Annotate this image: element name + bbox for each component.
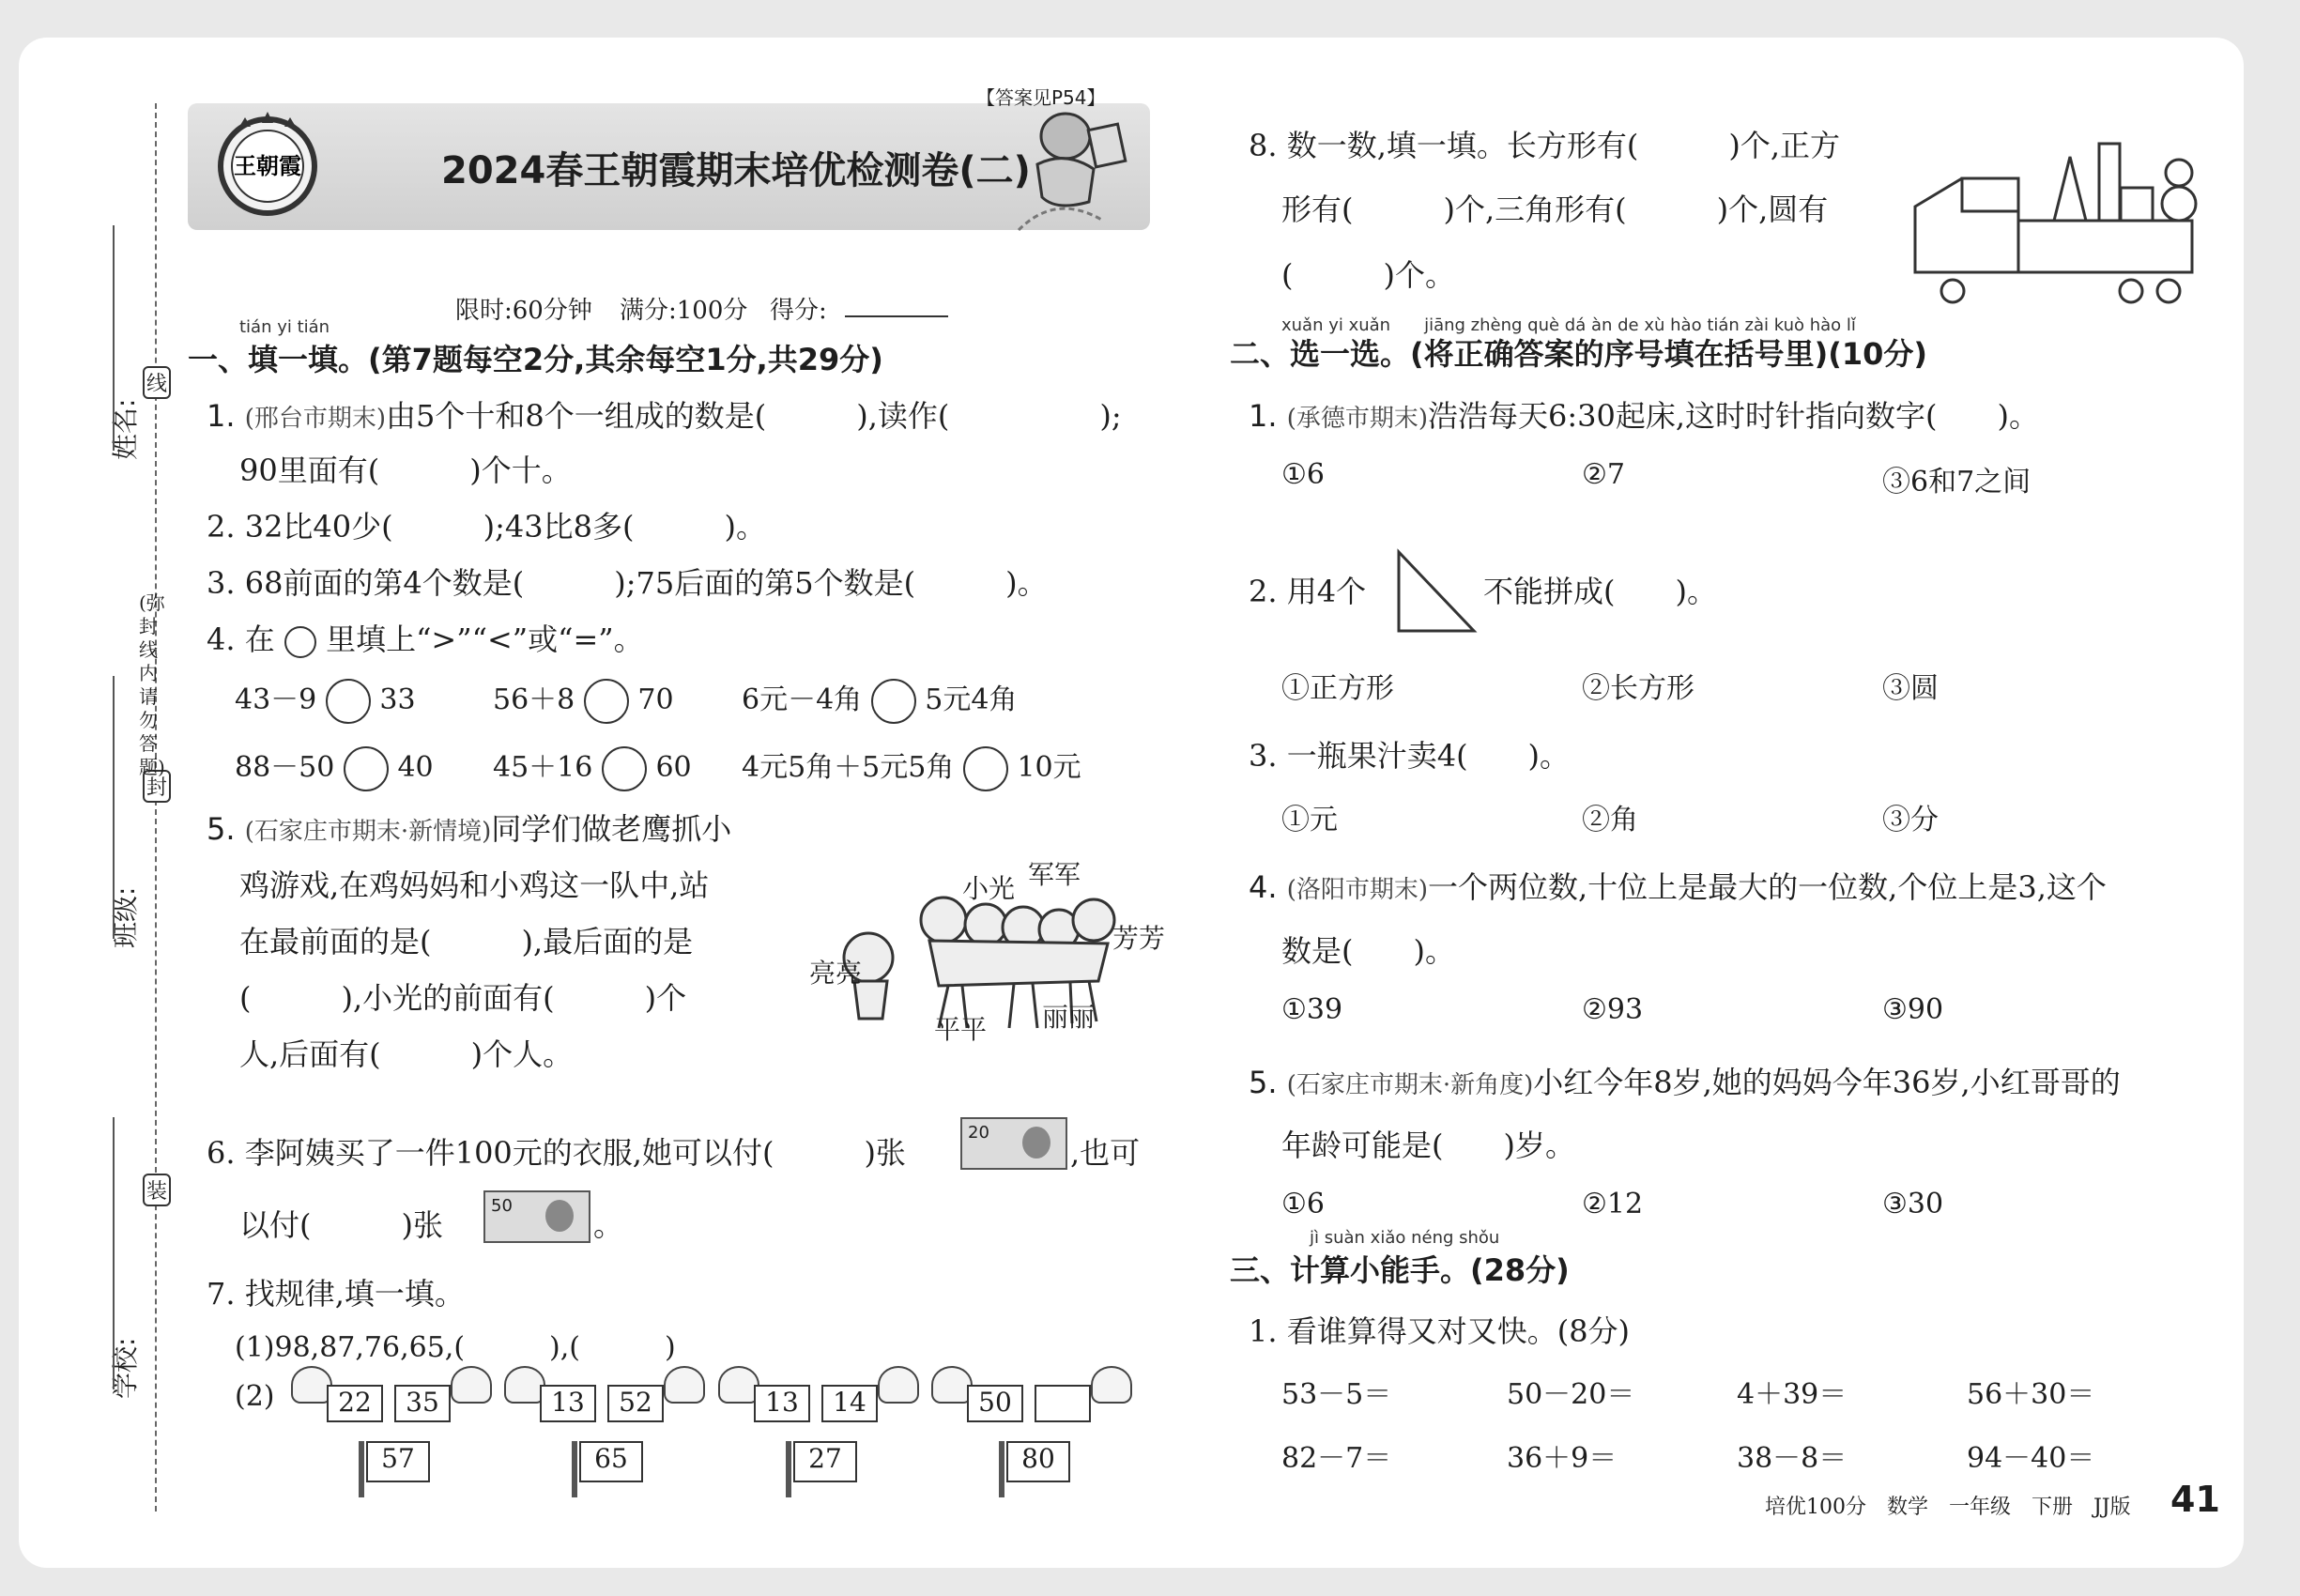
s2-q5-number: 5. (1249, 1065, 1287, 1100)
q1-line1 (207, 392, 1122, 436)
exam-title: 2024春王朝霞期末培优检测卷(二) (441, 149, 1031, 192)
option[interactable]: ③90 (1882, 993, 1944, 1026)
q7-text: 7. 找规律,填一填。 (207, 1276, 465, 1312)
s2-q4-source: (洛阳市期末) (1286, 876, 1428, 904)
shape-truck-figure (1913, 99, 2204, 315)
q6-line2: 以付( )张 (239, 1207, 443, 1243)
pattern-top-left: 50 (967, 1385, 1023, 1422)
calc-item: 53－5＝ (1281, 1378, 1392, 1411)
s2-q5-line1: 5. (石家庄市期末·新角度)小红今年8岁,她的妈妈今年36岁,小红哥哥的 (1249, 1065, 2121, 1100)
banknote-50-icon: 50 (483, 1190, 590, 1243)
exam-page (19, 38, 2244, 1568)
bird-icon (1091, 1366, 1132, 1404)
q4-instruction: 里填上“>”“<”或“=”。 (326, 622, 644, 657)
compare-circle[interactable] (344, 746, 389, 791)
pattern-bottom: 27 (793, 1441, 857, 1482)
fold-mark: 装 (143, 1174, 171, 1206)
name-tag-pingping: 平平 (934, 1014, 988, 1045)
pattern-group (931, 1366, 1138, 1507)
q7-part1: (1)98,87,76,65,( ),( ) (235, 1331, 676, 1364)
option[interactable]: ②长方形 (1582, 672, 1694, 705)
calc-item: 36＋9＝ (1507, 1442, 1618, 1475)
line-seal-mark: 线 (143, 366, 171, 399)
seal-warning: (弥封线内请勿答题) (139, 591, 165, 778)
q5-line1: 5. (石家庄市期末·新情境)同学们做老鹰抓小 (207, 811, 732, 847)
option[interactable]: ①39 (1281, 993, 1343, 1026)
binding-dashed-line (155, 103, 157, 1512)
s3-q1-text: 1. 看谁算得又对又快。(8分) (1249, 1313, 1631, 1349)
q1-line2: 90里面有( )个十。 (239, 453, 572, 488)
compare-circle[interactable] (584, 679, 629, 724)
brand-logo (211, 108, 324, 221)
section2-pinyin: xuǎn yi xuǎn jiāng zhèng què dá àn de xù hào tián zài kuò hào lǐ (1281, 315, 1856, 335)
name-tag-fangfang: 芳芳 (1112, 923, 1166, 954)
pattern-group (504, 1366, 711, 1507)
calc-item: 4＋39＝ (1737, 1378, 1848, 1411)
q7-part2-label: (2) (235, 1380, 275, 1413)
q5-line5: 人,后面有( )个人。 (239, 1036, 574, 1072)
pattern-top-left: 13 (540, 1385, 596, 1422)
score-label: 得分: (770, 297, 827, 325)
calc-item: 82－7＝ (1281, 1442, 1392, 1475)
q5-line4: ( ),小光的前面有( )个 (239, 980, 687, 1016)
option[interactable]: ③6和7之间 (1882, 466, 2032, 499)
calc-item: 94－40＝ (1967, 1442, 2095, 1475)
q6-line1-tail: ,也可 (1070, 1135, 1141, 1171)
q4-text (207, 616, 644, 659)
pattern-answer-blank[interactable] (1035, 1385, 1091, 1422)
section2-title: 二、选一选。(将正确答案的序号填在括号里)(10分) (1230, 336, 1928, 372)
q8-line1: 8. 数一数,填一填。长方形有( )个,正方 (1249, 128, 1841, 163)
time-limit: 限时:60分钟 (455, 297, 592, 325)
section3-pinyin: jì suàn xiǎo néng shǒu (1310, 1228, 1500, 1248)
option[interactable]: ①6 (1281, 1188, 1325, 1220)
s2-q1-source: (承德市期末) (1286, 405, 1428, 433)
pattern-top-left: 13 (754, 1385, 810, 1422)
s2-q4-line1: 4. (洛阳市期末)一个两位数,十位上是最大的一位数,个位上是3,这个 (1249, 869, 2107, 905)
q3-text: 3. 68前面的第4个数是( );75后面的第5个数是( )。 (207, 565, 1048, 601)
pattern-top-left: 22 (327, 1385, 383, 1422)
name-label: 姓名: (110, 398, 141, 460)
name-tag-junjun: 军军 (1028, 859, 1081, 890)
compare-circle-sample (284, 626, 316, 658)
name-tag-lili: 丽丽 (1042, 1002, 1096, 1033)
footer-series: 培优100分 数学 一年级 下册 JJ版 (1765, 1496, 2131, 1519)
option[interactable]: ②12 (1582, 1188, 1644, 1220)
s2-q4-line2: 数是( )。 (1281, 933, 1455, 969)
compare-circle[interactable] (871, 679, 916, 724)
compare-circle[interactable] (602, 746, 647, 791)
option[interactable]: ①正方形 (1281, 672, 1394, 705)
compare-item: 88－50 40 (235, 744, 434, 791)
pattern-bottom: 80 (1006, 1441, 1070, 1482)
name-tag-liangliang: 亮亮 (809, 958, 863, 989)
pattern-top-right: 52 (607, 1385, 664, 1422)
compare-item: 45＋16 60 (493, 744, 692, 791)
full-score: 满分:100分 (620, 297, 748, 325)
option[interactable]: ①6 (1281, 458, 1325, 491)
compare-item: 6元－4角 5元4角 (742, 676, 1017, 724)
section1-title: 一、填一填。(第7题每空2分,其余每空1分,共29分) (188, 342, 883, 377)
s2-q1-number: 1. (1249, 398, 1287, 434)
q1-text: 由5个十和8个一组成的数是( ),读作( ); (386, 398, 1122, 434)
compare-item: 4元5角＋5元5角 10元 (742, 744, 1081, 791)
school-label: 学校: (110, 1337, 141, 1399)
answer-reference: 【答案见P54】 (976, 86, 1106, 109)
q8-line3: ( )个。 (1281, 257, 1455, 293)
s2-q2-lead: 2. 用4个 (1249, 574, 1367, 609)
calc-item: 50－20＝ (1507, 1378, 1635, 1411)
q1-source: (邢台市期末) (244, 405, 386, 433)
name-tag-xiaoguang: 小光 (962, 873, 1016, 904)
sign-post (999, 1441, 1004, 1497)
option[interactable]: ②7 (1582, 458, 1625, 491)
s2-q5-source: (石家庄市期末·新角度) (1286, 1071, 1534, 1099)
q8-line2: 形有( )个,三角形有( )个,圆有 (1281, 192, 1829, 227)
pattern-top-right: 35 (394, 1385, 451, 1422)
seal-mark: 封 (143, 770, 171, 803)
calc-item: 38－8＝ (1737, 1442, 1848, 1475)
q1-number: 1. (207, 398, 245, 434)
name-underline (113, 225, 115, 451)
q5-number: 5. (207, 811, 245, 847)
banknote-20-icon: 20 (960, 1117, 1067, 1170)
s2-q3-text: 3. 一瓶果汁卖4( )。 (1249, 738, 1571, 774)
section1-pinyin: tián yi tián (239, 317, 330, 337)
mascot-illustration (1000, 99, 1159, 239)
calc-item: 56＋30＝ (1967, 1378, 2095, 1411)
school-underline (113, 1117, 115, 1389)
option[interactable]: ③30 (1882, 1188, 1944, 1220)
compare-item: 56＋8 70 (493, 676, 674, 724)
bird-icon (878, 1366, 919, 1404)
s2-q2-tail: 不能拼成( )。 (1483, 574, 1717, 609)
option[interactable]: ③圆 (1882, 672, 1939, 705)
s2-q1-text: 1. (承德市期末)浩浩每天6:30起床,这时时针指向数字( )。 (1249, 398, 2040, 434)
q6-line2-tail: 。 (593, 1207, 624, 1243)
s2-q4-number: 4. (1249, 869, 1287, 905)
option[interactable]: ②角 (1582, 804, 1638, 836)
option[interactable]: ②93 (1582, 993, 1644, 1026)
q6-line1: 6. 李阿姨买了一件100元的衣服,她可以付( )张 (207, 1135, 906, 1171)
q5-source: (石家庄市期末·新情境) (244, 818, 492, 846)
class-underline (113, 676, 115, 939)
pattern-group (291, 1366, 498, 1507)
q5-line2: 鸡游戏,在鸡妈妈和小鸡这一队中,站 (239, 867, 710, 903)
score-blank[interactable] (845, 315, 948, 317)
pattern-bottom: 65 (579, 1441, 643, 1482)
sign-post (786, 1441, 791, 1497)
pattern-top-right: 14 (821, 1385, 878, 1422)
section3-title: 三、计算小能手。(28分) (1230, 1252, 1570, 1288)
pattern-bottom: 57 (366, 1441, 430, 1482)
compare-circle[interactable] (326, 679, 371, 724)
compare-item: 43－9 33 (235, 676, 416, 724)
pattern-group (718, 1366, 925, 1507)
bird-icon (664, 1366, 705, 1404)
bird-icon (451, 1366, 492, 1404)
option[interactable]: ③分 (1882, 804, 1939, 836)
option[interactable]: ①元 (1281, 804, 1338, 836)
svg-text:王朝霞: 王朝霞 (234, 152, 301, 179)
sign-post (359, 1441, 364, 1497)
q4-lead: 4. 在 (207, 622, 275, 657)
page-number: 41 (2170, 1479, 2220, 1520)
class-label: 班级: (110, 886, 141, 948)
compare-circle[interactable] (963, 746, 1008, 791)
right-triangle-icon (1378, 545, 1481, 638)
q5-line3: 在最前面的是( ),最后面的是 (239, 924, 694, 959)
sign-post (572, 1441, 577, 1497)
s2-q5-line2: 年龄可能是( )岁。 (1281, 1128, 1575, 1163)
q2-text: 2. 32比40少( );43比8多( )。 (207, 509, 766, 545)
